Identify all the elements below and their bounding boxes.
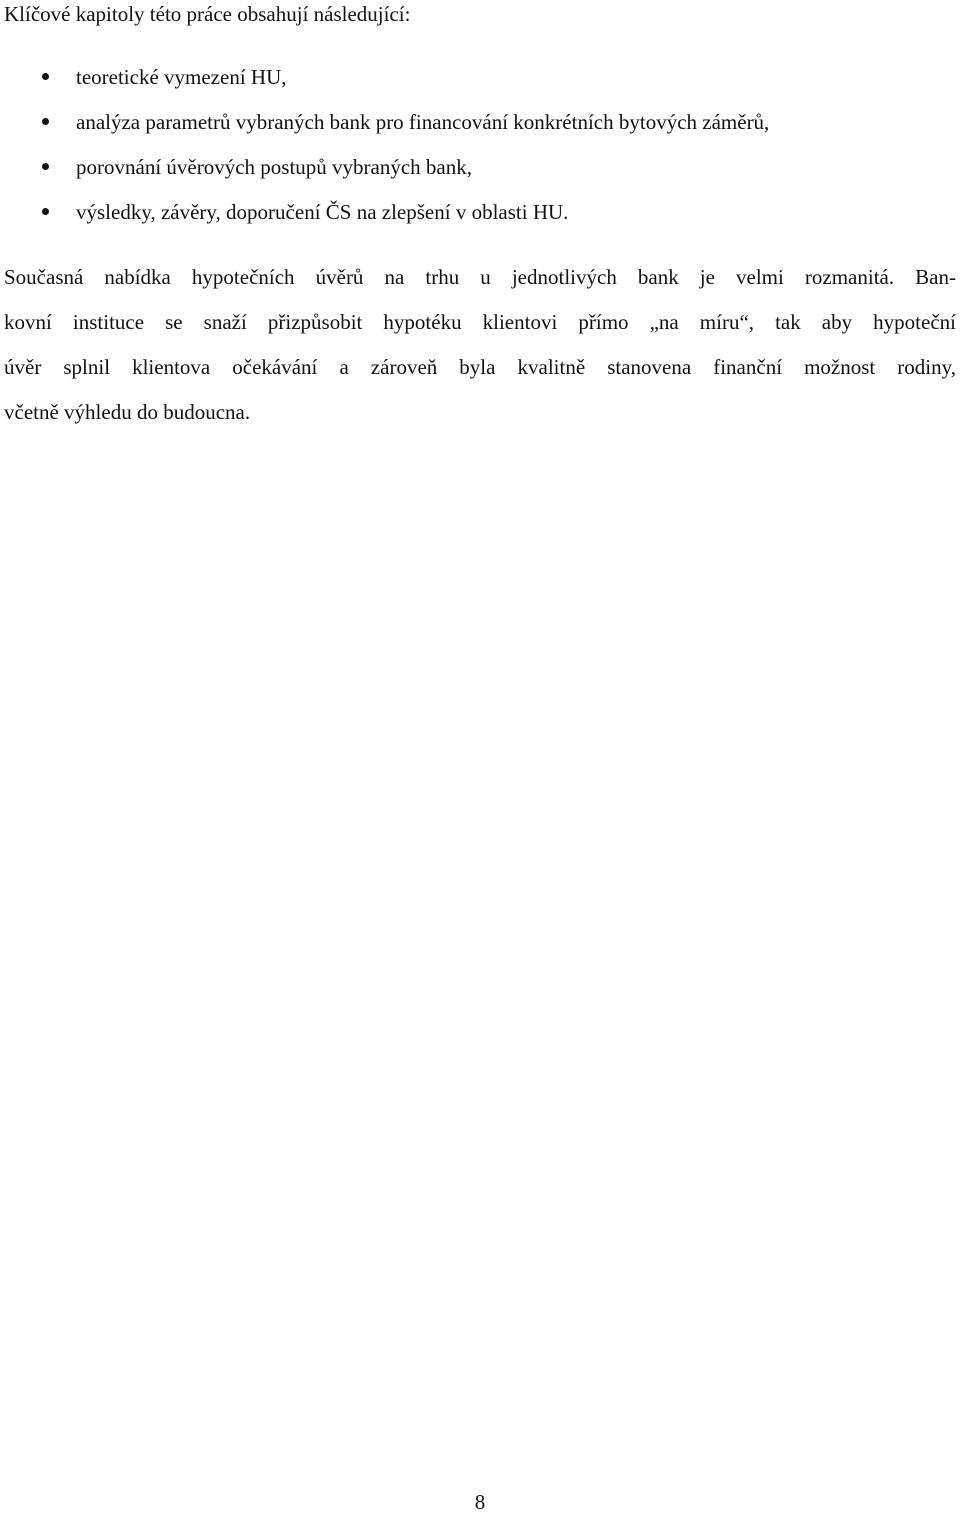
page-number: 8	[474, 1490, 486, 1514]
paragraph-line: Současná nabídka hypotečních úvěrů na trhu u jednotlivých bank je velmi rozmanitá. Ban-	[4, 265, 956, 289]
bullet-text: analýza parametrů vybraných bank pro financování konkrétních bytových záměrů,	[76, 110, 770, 134]
paragraph-line: kovní instituce se snaží přizpůsobit hypotéku klientovi přímo „na míru“, tak aby hypoteční	[4, 310, 956, 334]
bullet-dot-icon	[42, 163, 49, 170]
bullet-item	[0, 62, 769, 107]
bullet-item	[0, 197, 769, 242]
paragraph-line: včetně výhledu do budoucna.	[4, 400, 251, 424]
bullet-text: porovnání úvěrových postupů vybraných bank,	[76, 155, 472, 179]
bullet-dot-icon	[42, 118, 49, 125]
bullet-item	[0, 107, 769, 152]
bullet-text: teoretické vymezení HU,	[76, 65, 287, 89]
bullet-item	[0, 152, 769, 197]
bullet-dot-icon	[42, 208, 49, 215]
bullet-dot-icon	[42, 73, 49, 80]
body-paragraph	[4, 262, 956, 442]
bullet-text: výsledky, závěry, doporučení ČS na zlepšení v oblasti HU.	[76, 200, 569, 224]
bullet-list	[0, 62, 769, 242]
paragraph-line: úvěr splnil klientova očekávání a zároveň byla kvalitně stanovena finanční možnost rodiny,	[4, 355, 956, 379]
intro-text: Klíčové kapitoly této práce obsahují následující:	[4, 2, 411, 26]
